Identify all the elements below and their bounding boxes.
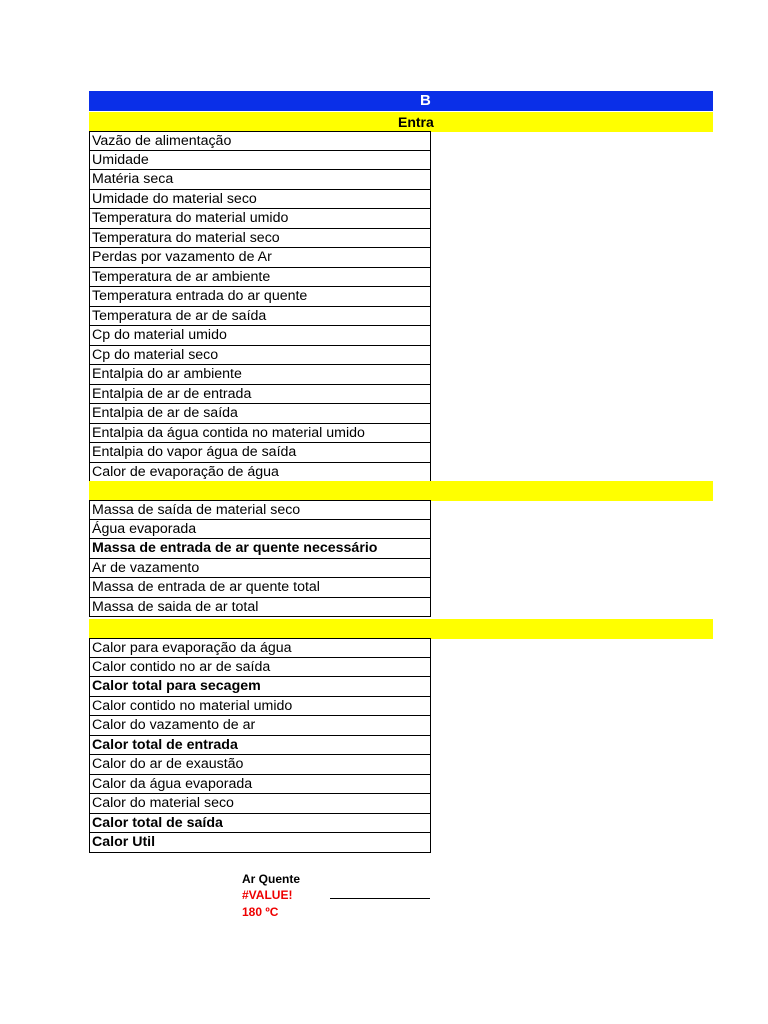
table-row-label[interactable]: Perdas por vazamento de Ar bbox=[89, 248, 431, 268]
table-row-label[interactable]: Calor do material seco bbox=[89, 794, 431, 814]
table-row-label[interactable]: Calor total para secagem bbox=[89, 677, 431, 697]
table-row-label[interactable]: Massa de entrada de ar quente necessário bbox=[89, 539, 431, 559]
table-row-label[interactable]: Matéria seca bbox=[89, 170, 431, 190]
table-row-label[interactable]: Cp do material umido bbox=[89, 326, 431, 346]
table-row-label[interactable]: Calor do vazamento de ar bbox=[89, 716, 431, 736]
table-row-label[interactable]: Calor Util bbox=[89, 833, 431, 853]
table-row-label[interactable]: Cp do material seco bbox=[89, 346, 431, 366]
hot-air-label: Ar Quente bbox=[242, 872, 301, 886]
table-row-label[interactable]: Entalpia do ar ambiente bbox=[89, 365, 431, 385]
table-row-label[interactable]: Calor contido no ar de saída bbox=[89, 658, 431, 678]
table-row-label[interactable]: Massa de saida de ar total bbox=[89, 598, 431, 618]
hot-air-flow-line bbox=[330, 898, 430, 899]
table-row-label[interactable]: Temperatura do material umido bbox=[89, 209, 431, 229]
table-row-label[interactable]: Calor total de saída bbox=[89, 814, 431, 834]
table-row-label[interactable]: Entalpia do vapor água de saída bbox=[89, 443, 431, 463]
table-row-label[interactable]: Temperatura do material seco bbox=[89, 229, 431, 249]
table-row-label[interactable]: Calor total de entrada bbox=[89, 736, 431, 756]
table-row-label[interactable]: Umidade bbox=[89, 151, 431, 171]
table-row-label[interactable]: Entalpia da água contida no material umido bbox=[89, 424, 431, 444]
table-row-label[interactable]: Calor de evaporação de água bbox=[89, 463, 431, 483]
section-title-entrada: Entra bbox=[398, 114, 434, 130]
section-header-energy-balance bbox=[89, 619, 713, 639]
energy-balance-table bbox=[89, 638, 431, 853]
table-row-label[interactable]: Entalpia de ar de entrada bbox=[89, 385, 431, 405]
sheet-title: B bbox=[420, 92, 431, 109]
table-row-label[interactable]: Calor do ar de exaustão bbox=[89, 755, 431, 775]
section-header-mass-balance bbox=[89, 481, 713, 501]
table-row-label[interactable]: Vazão de alimentação bbox=[89, 131, 431, 151]
input-parameters-table bbox=[89, 131, 431, 482]
table-row-label[interactable]: Calor para evaporação da água bbox=[89, 638, 431, 658]
table-row-label[interactable]: Massa de saída de material seco bbox=[89, 500, 431, 520]
table-row-label[interactable]: Temperatura de ar ambiente bbox=[89, 268, 431, 288]
table-row-label[interactable]: Temperatura entrada do ar quente bbox=[89, 287, 431, 307]
table-row-label[interactable]: Água evaporada bbox=[89, 520, 431, 540]
section-header-entrada bbox=[89, 112, 713, 132]
table-row-label[interactable]: Calor contido no material umido bbox=[89, 697, 431, 717]
table-row-label[interactable]: Temperatura de ar de saída bbox=[89, 307, 431, 327]
mass-balance-table bbox=[89, 500, 431, 617]
sheet-title-band bbox=[89, 91, 713, 111]
table-row-label[interactable]: Entalpia de ar de saída bbox=[89, 404, 431, 424]
hot-air-temperature: 180 ºC bbox=[242, 905, 279, 919]
table-row-label[interactable]: Ar de vazamento bbox=[89, 559, 431, 579]
table-row-label[interactable]: Umidade do material seco bbox=[89, 190, 431, 210]
table-row-label[interactable]: Calor da água evaporada bbox=[89, 775, 431, 795]
hot-air-value-error: #VALUE! bbox=[242, 888, 293, 902]
table-row-label[interactable]: Massa de entrada de ar quente total bbox=[89, 578, 431, 598]
